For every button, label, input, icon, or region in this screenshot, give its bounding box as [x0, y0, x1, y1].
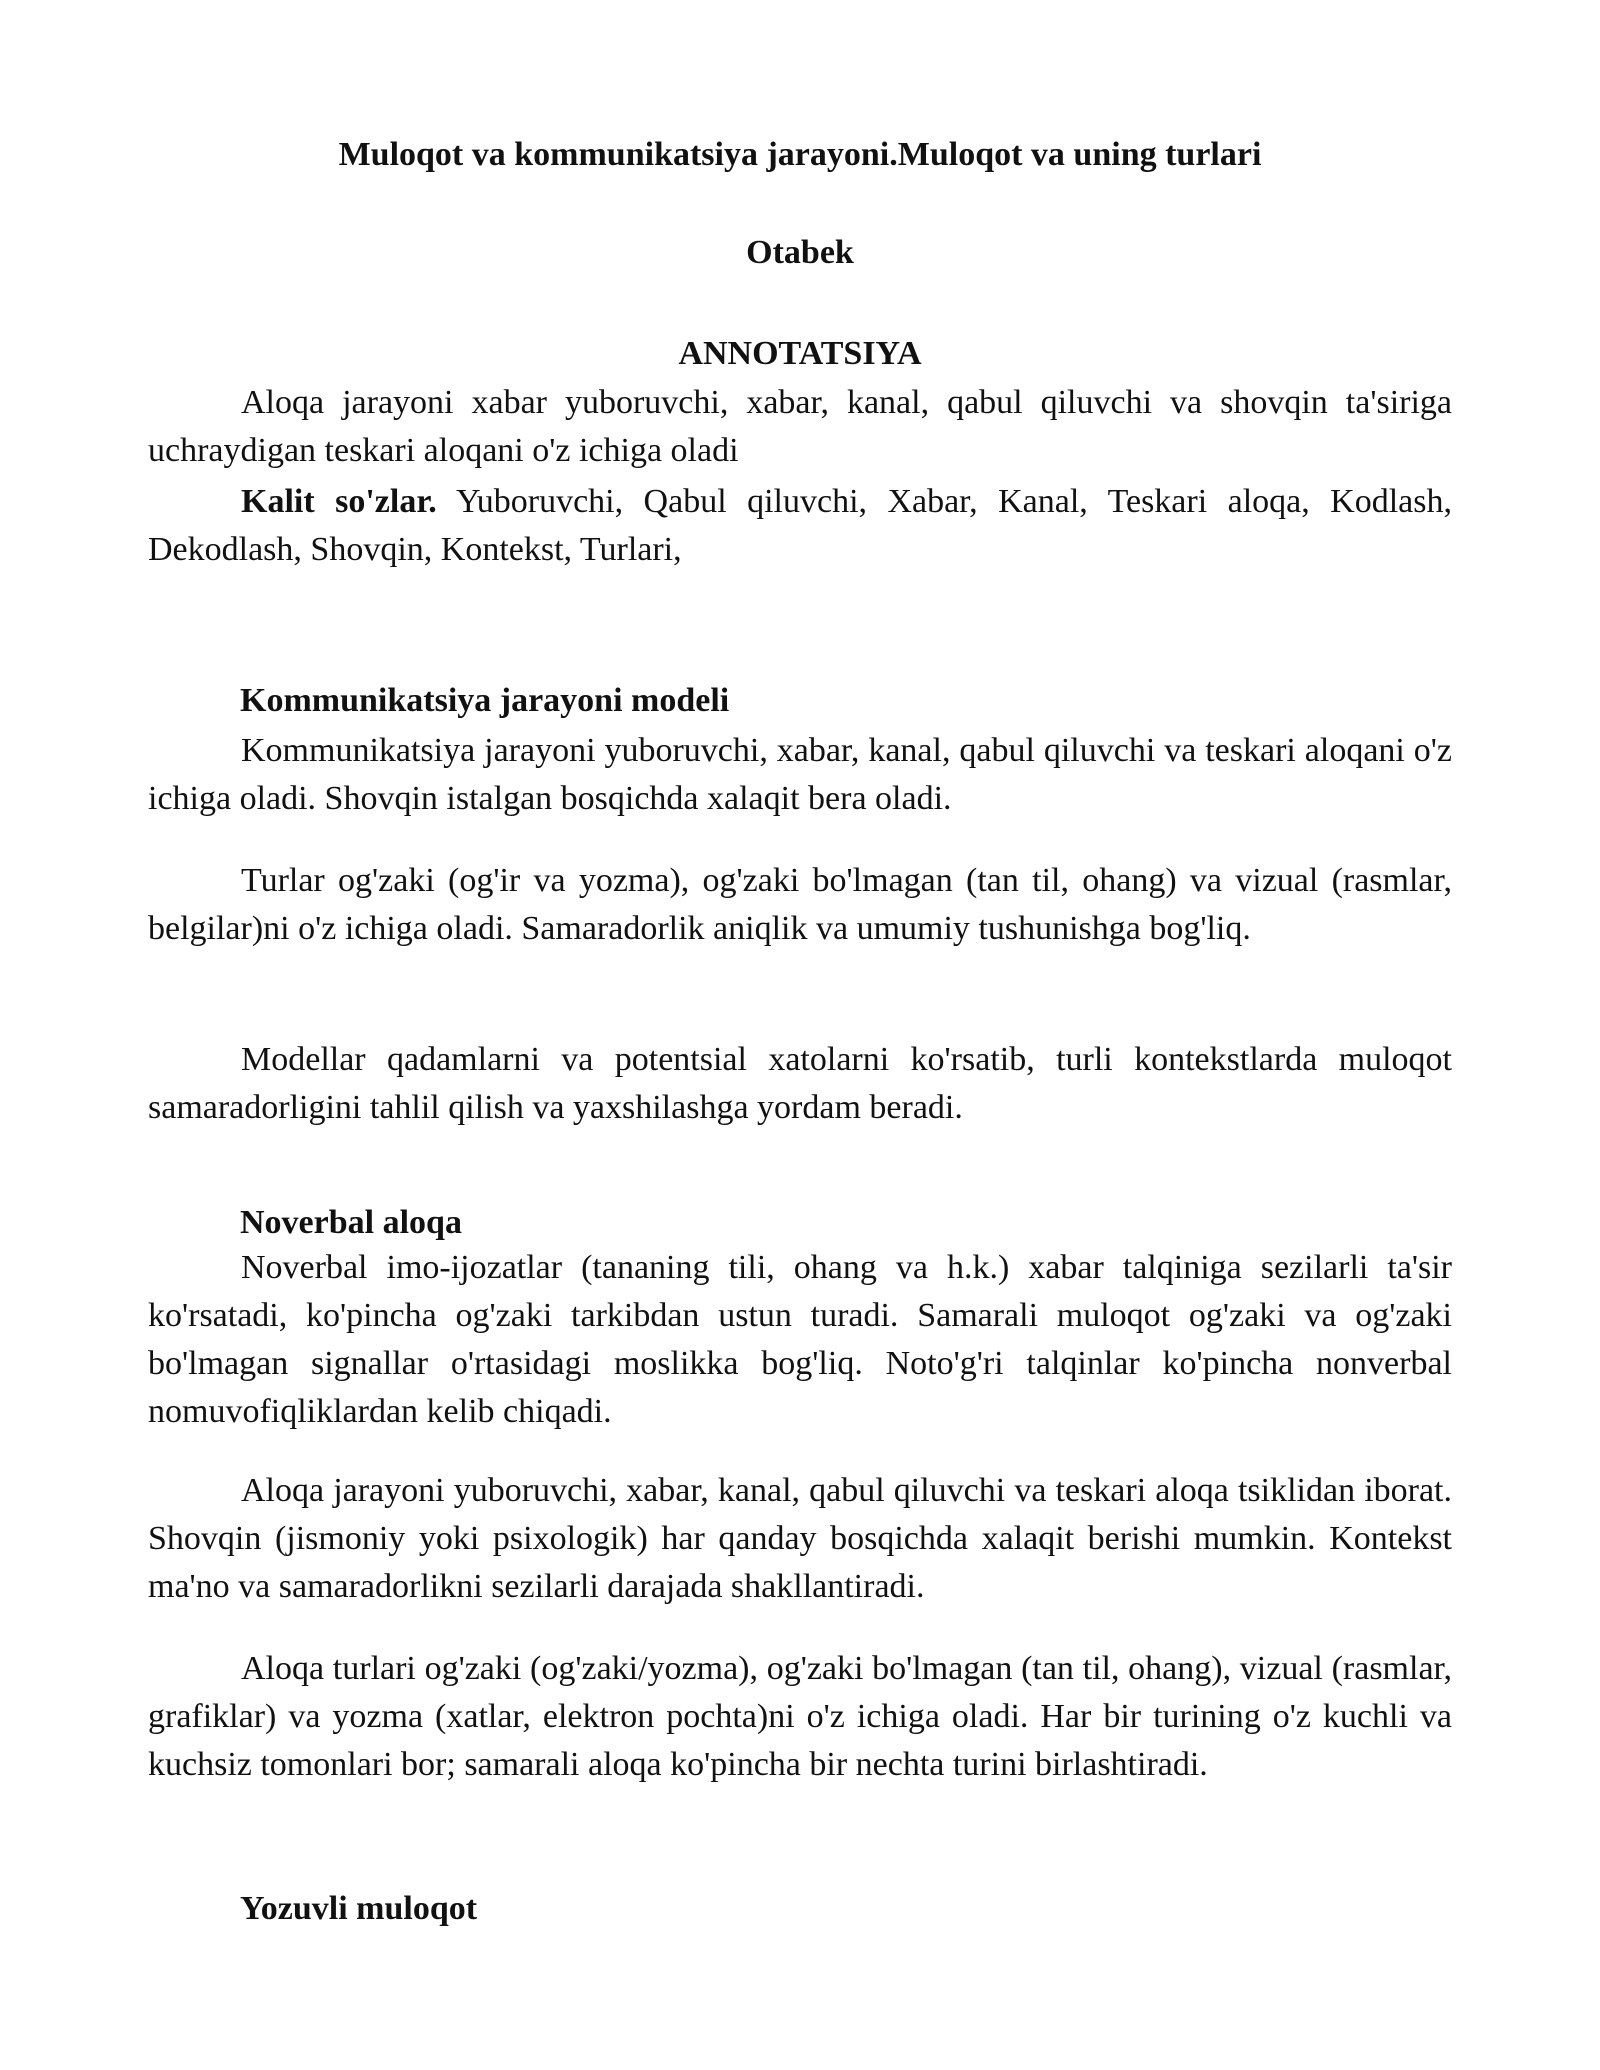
section-paragraph: Noverbal imo-ijozatlar (tananing tili, ohang va h.k.) xabar talqiniga sezilarli ta'sir ko'rsatadi, ko'pincha og'zaki tarkibdan ustun turadi. Samarali muloqot og'zaki va og'zaki bo'lmagan signallar o'rtasidagi moslikka bog'liq. Noto'g'ri talqinlar ko'pincha nonverbal nomuvofiqliklardan kelib chiqadi. [148, 1249, 1452, 1430]
section-paragraph: Modellar qadamlarni va potentsial xatolarni ko'rsatib, turli kontekstlarda muloqot samaradorligini tahlil qilish va yaxshilashga yordam beradi. [148, 1041, 1452, 1126]
section-heading-communication-model: Kommunikatsiya jarayoni modeli [240, 682, 730, 719]
section-heading-written-communication: Yozuvli muloqot [240, 1890, 478, 1927]
document-title: Muloqot va kommunikatsiya jarayoni.Muloqot va uning turlari [338, 136, 1262, 173]
keywords-paragraph [148, 478, 1452, 574]
keywords-list: Yuboruvchi, Qabul qiluvchi, Xabar, Kanal, Teskari aloqa, Kodlash, Dekodlash, Shovqin, Kontekst, Turlari, [148, 483, 1452, 568]
section-paragraph: Turlar og'zaki (og'ir va yozma), og'zaki bo'lmagan (tan til, ohang) va vizual (rasmlar, belgilar)ni o'z ichiga oladi. Samaradorlik aniqlik va umumiy tushunishga bog'liq. [148, 862, 1452, 947]
section-paragraph: Aloqa jarayoni yuboruvchi, xabar, kanal, qabul qiluvchi va teskari aloqa tsiklidan iborat. Shovqin (jismoniy yoki psixologik) har qanday bosqichda xalaqit berishi mumkin. Kontekst ma'no va samaradorlikni sezilarli darajada shakllantiradi. [148, 1472, 1452, 1605]
section-paragraph: Aloqa turlari og'zaki (og'zaki/yozma), og'zaki bo'lmagan (tan til, ohang), vizual (rasmlar, grafiklar) va yozma (xatlar, elektron pochta)ni o'z ichiga oladi. Har bir turining o'z kuchli va kuchsiz tomonlari bor; samarali aloqa ko'pincha bir nechta turini birlashtiradi. [148, 1650, 1452, 1783]
annotation-paragraph: Aloqa jarayoni xabar yuboruvchi, xabar, kanal, qabul qiluvchi va shovqin ta'siriga uchraydigan teskari aloqani o'z ichiga oladi [148, 384, 1452, 469]
keywords-label: Kalit so'zlar. [241, 483, 437, 520]
section-heading-nonverbal: Noverbal aloqa [240, 1204, 462, 1241]
author-name: Otabek [746, 234, 854, 271]
section-paragraph: Kommunikatsiya jarayoni yuboruvchi, xabar, kanal, qabul qiluvchi va teskari aloqani o'z ichiga oladi. Shovqin istalgan bosqichda xalaqit bera oladi. [148, 732, 1452, 817]
annotation-heading: ANNOTATSIYA [678, 335, 922, 372]
